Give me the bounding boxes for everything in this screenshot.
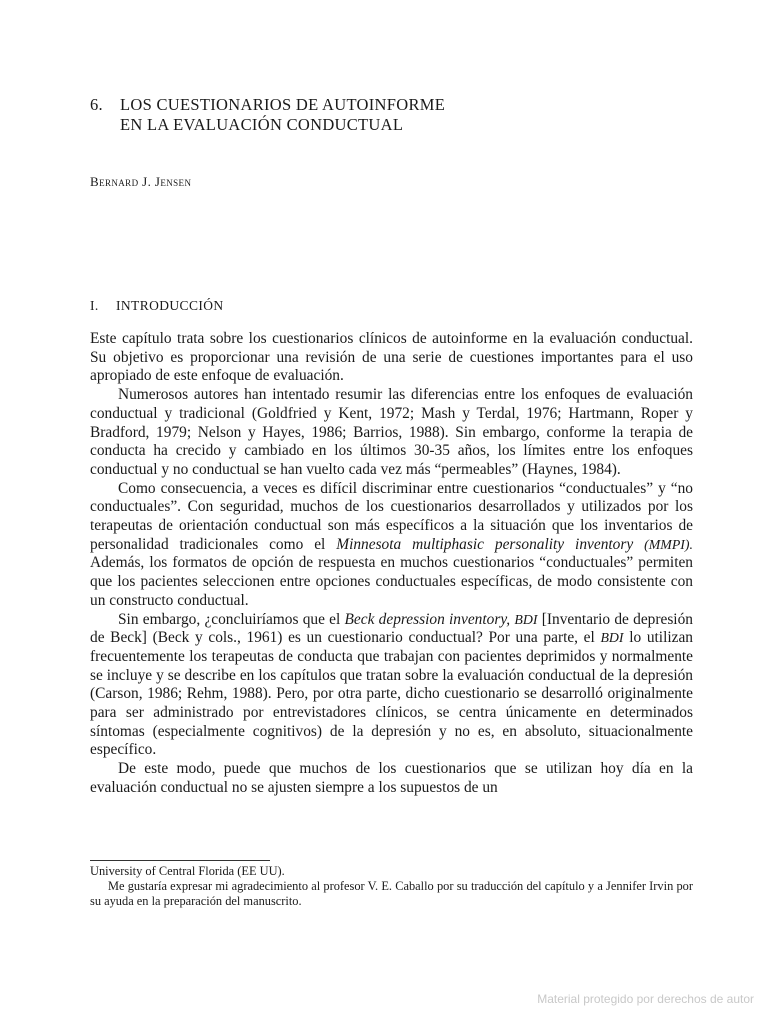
chapter-title [90,95,650,135]
mmpi-title: Minnesota multiphasic personality inventory [336,535,634,553]
paragraph-5: De este modo, puede que muchos de los cuestionarios que se utilizan hoy día en la evaluación conductual no se ajusten siempre a los supuestos de un [90,760,693,796]
paragraph-4 [90,611,693,761]
copyright-watermark: Material protegido por derechos de autor [537,992,754,1006]
paragraph-1: Este capítulo trata sobre los cuestionarios clínicos de autoinforme en la evaluación conductual. Su objetivo es proporcionar una revisión de una serie de cuestiones importantes para el uso apropiado de este enfoque de evaluación. [90,330,693,385]
paragraph-4-part-c: lo utilizan frecuentemente los terapeutas de conducta que trabajan con pacientes deprimidos y normalmente se incluye y se describe en los capítulos que tratan sobre la evaluación conductual de la depresión (Carson, 1986; Rehm, 1988). Pero, por otra parte, dicho cuestionario se desarrolló originalmente para ser administrado por entrevistadores clínicos, se centra únicamente en determinados síntomas (especialmente cognitivos) de la depresión y no es, en absoluto, situacionalmente específico. [90,629,693,759]
chapter-number: 6. [90,95,103,114]
chapter-title-line2: EN LA EVALUACIÓN CONDUCTUAL [120,115,404,134]
paragraph-4-part-b: [Inventario de depresión de Beck] (Beck y cols., 1961) es un cuestionario conductual? Por una parte, el [90,610,693,647]
paragraph-4-part-a: Sin embargo, ¿concluiríamos que el [118,610,345,628]
paragraph-3-part-a: Como consecuencia, a veces es difícil discriminar entre cuestionarios “conductuales” y “no conductuales”. Con seguridad, muchos de los cuestionarios desarrollados y utilizados por los terapeutas de orientación conductual son más específicos a la situación que los inventarios de personalidad tradicionales como el [90,479,693,553]
footnote-divider [90,860,270,861]
bdi-abbreviation-2: BDI [600,630,624,646]
paragraph-3 [90,480,693,611]
chapter-title-line1: LOS CUESTIONARIOS DE AUTOINFORME [120,95,446,114]
section-heading [90,298,224,314]
footnote-acknowledgment: Me gustaría expresar mi agradecimiento al profesor V. E. Caballo por su traducción del capítulo y a Jennifer Irvin por su ayuda en la preparación del manuscrito. [90,879,693,909]
paragraph-3-part-b: Además, los formatos de opción de respuesta en muchos cuestionarios “conductuales” permiten que los pacientes seleccionen entre opciones conductuales específicas, de modo consistente con un constructo conductual. [90,554,693,609]
section-title: INTRODUCCIÓN [116,298,224,313]
section-number: I. [90,298,99,313]
author-name: Bernard J. Jensen [90,174,192,189]
bdi-abbreviation: BDI [514,611,538,627]
body-text [90,330,693,798]
footnote-affiliation: University of Central Florida (EE UU). [90,864,285,878]
mmpi-abbreviation: (MMPI). [644,536,693,552]
footnotes [90,864,693,910]
paragraph-2: Numerosos autores han intentado resumir las diferencias entre los enfoques de evaluación conductual y tradicional (Goldfried y Kent, 1972; Mash y Terdal, 1976; Hartmann, Roper y Bradford, 1979; Nelson y Hayes, 1986; Barrios, 1988). Sin embargo, conforme la terapia de conducta ha crecido y cambiado en los últimos 30-35 años, los límites entre los enfoques conductual y no conductual se han vuelto cada vez más “permeables” (Haynes, 1984). [90,386,693,478]
bdi-title: Beck depression inventory, [344,610,511,628]
